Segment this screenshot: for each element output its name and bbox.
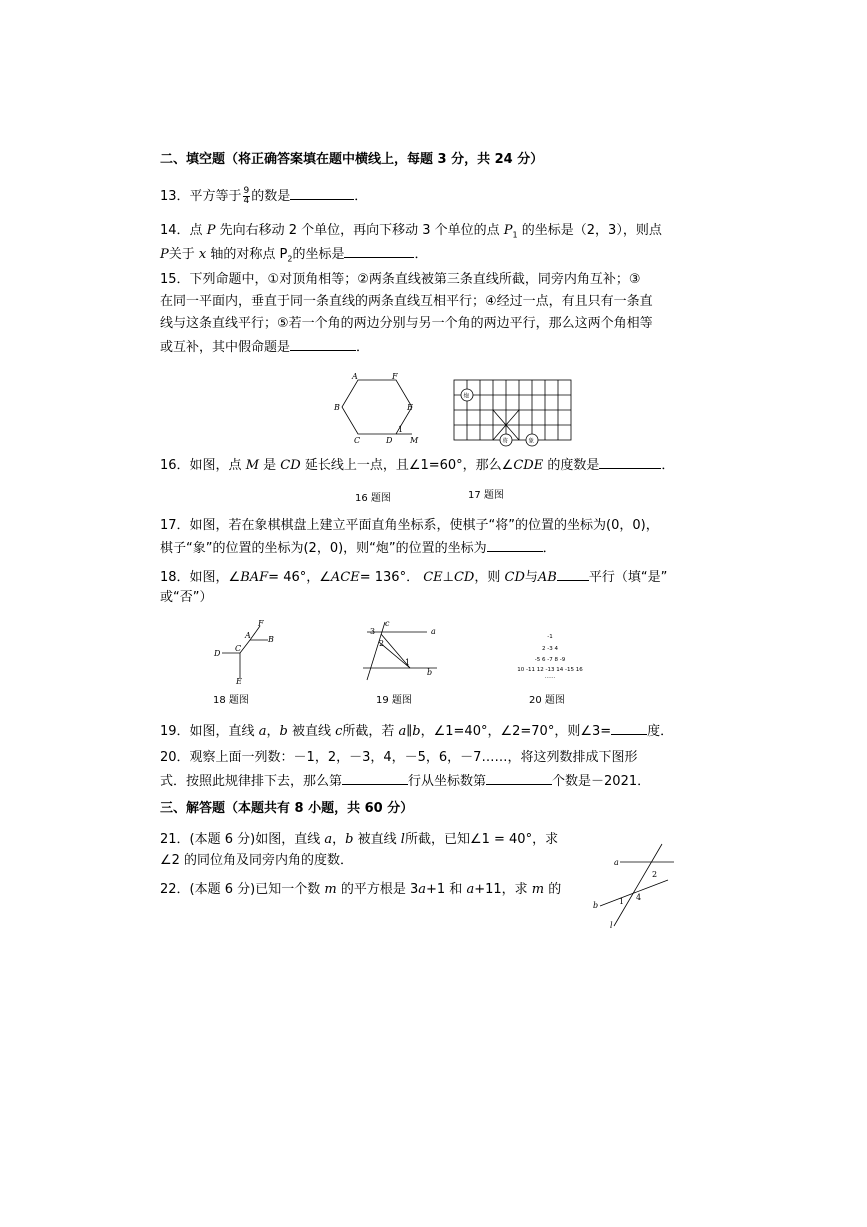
question-20-line-1: 20．观察上面一列数：－1，2，－3，4，－5，6，－7……，将这列数排成下图形 [160,750,638,765]
q19-text: 19．如图，直线 [160,724,255,739]
caption-17: 17 题图 [468,490,504,501]
q14-text: 的坐标是（2，3），则点 [521,223,662,238]
q16-text: 是 [263,458,277,473]
q22-var-a: a [418,882,427,897]
question-16 [160,455,674,475]
section-2-title: 二、填空题（将正确答案填在题中横线上，每题 3 分，共 24 分） [160,152,544,167]
question-19 [160,721,673,741]
q14-text: 关于 [168,247,195,262]
q14-var-p1: P [503,223,513,238]
fig20-row-3: -5 6 -7 8 -9 [534,657,566,663]
fig21-label-b: b [593,901,599,910]
question-18-line-1 [160,567,667,587]
fig18-label-c: C [235,644,242,653]
q22-text: 22．(本题 6 分)已知一个数 [160,882,321,897]
q16-text: 16．如图，点 [160,458,242,473]
fig17-jiang-piece: 将 [502,438,509,445]
q16-text: 延长线上一点，且∠1=60°，那么∠ [304,458,514,473]
fig21-label-1: 1 [619,897,625,906]
fig18-label-b: B [268,635,274,644]
fig18-label-a: A [245,631,251,640]
section-3-title: 三、解答题（本题共有 8 小题，共 60 分） [160,801,414,816]
caption-19: 19 题图 [376,695,412,706]
q14-answer-blank[interactable] [344,244,414,258]
q22-text: +1 和 [426,882,463,897]
q18-var-ab: AB [537,570,557,585]
q18-var-ace: ACE [330,570,360,585]
q14-text: 的坐标是 [292,247,345,262]
caption-16: 16 题图 [355,493,391,504]
fig21-label-l: l [610,921,613,930]
q22-var-a: a [466,882,475,897]
fig20-row-4: 10 -11 12 -13 14 -15 16 [517,667,583,673]
question-13 [160,186,367,206]
caption-20: 20 题图 [529,695,565,706]
question-20-line-2 [160,771,650,791]
fig16-label-m: M [410,436,419,445]
fig19-label-1: 1 [405,658,411,667]
q13-text-after: 的数是 [251,189,291,204]
q16-var-m: M [245,458,259,473]
question-17-line-2 [160,538,556,558]
fig18-label-d: D [214,649,221,658]
question-17-line-1: 17．如图，若在象棋棋盘上建立平面直角坐标系，使棋子“将”的位置的坐标为(0，0)， [160,518,659,533]
q18-text: ⊥ [442,570,454,585]
question-21-line-2: ∠2 的同位角及同旁内角的度数． [160,853,354,868]
q22-var-m: m [324,882,337,897]
q20-position-blank[interactable] [486,771,552,785]
q14-var-p: P [206,223,216,238]
fig16-label-f: F [392,372,398,381]
q16-end: ． [661,458,675,473]
fig19-label-b: b [427,668,433,677]
q14-sub-2: 2 [287,254,293,264]
q16-var-cd: CD [280,458,301,473]
q16-answer-blank[interactable] [599,455,661,469]
q20-row-blank[interactable] [342,771,408,785]
q21-var-a: a [324,832,333,847]
q19-end: 度． [647,724,674,739]
q21-text: 所截，已知∠1 = 40°，求 [404,832,559,847]
fig21-label-a: a [614,858,619,867]
q13-answer-blank[interactable] [290,186,354,200]
fig16-label-1: 1 [398,425,404,434]
fig21-label-4: 4 [636,893,642,902]
figure-17-chessboard [452,378,576,450]
q13-end: ． [354,189,368,204]
q15-answer-blank[interactable] [290,337,356,351]
q20-text: 式．按照此规律排下去，那么第 [160,774,343,789]
q18-text: ，则 [474,570,501,585]
q18-var-ce: CE [423,570,443,585]
q13-text-before: 13．平方等于 [160,189,242,204]
q14-sub-1: 1 [512,230,518,240]
q19-answer-blank[interactable] [611,721,647,735]
question-14-line-1 [160,222,662,245]
q13-frac-num: 9 [243,186,250,196]
fig19-label-3: 3 [370,627,376,636]
figure-19 [355,618,445,684]
question-22 [160,881,561,899]
q19-text: 被直线 [291,724,331,739]
question-18-line-2: 或“否”） [160,590,213,605]
q18-var-cd: CD [453,570,475,585]
question-15-line-3: 线与这条直线平行；⑤若一个角的两边分别与另一个角的两边平行，那么这两个角相等 [160,316,653,331]
fig17-xiang-piece: 象 [528,438,535,445]
fig19-label-c: c [385,619,390,628]
q19-var-ab-parallel: a∥b [398,724,421,739]
q19-text: ， [266,724,280,739]
q22-text: 的 [548,882,562,897]
q15-end: ． [356,340,370,355]
q21-text: ， [332,832,346,847]
fig16-label-c: C [354,436,361,445]
q22-text: 的平方根是 3 [340,882,419,897]
question-15-line-1: 15．下列命题中，①对顶角相等；②两条直线被第三条直线所截，同旁内角互补；③ [160,272,641,287]
fig17-pao-piece: 炮 [463,393,470,400]
fig16-label-b: B [334,403,340,412]
q17-end: ． [542,541,556,556]
q18-text: = 136°． [359,570,420,585]
q16-text: 的度数是 [547,458,600,473]
q14-text: 14．点 [160,223,203,238]
fig20-row-2: 2 -3 4 [542,646,558,652]
q21-text: 21．(本题 6 分)如图，直线 [160,832,321,847]
question-14-line-2 [160,244,428,269]
q14-end: ． [414,247,428,262]
q18-var-baf: BAF [240,570,269,585]
q14-var-p: P [160,247,169,262]
q17-answer-blank[interactable] [487,538,543,552]
fig19-label-a: a [431,627,436,636]
q16-var-cde: CDE [513,458,544,473]
caption-18: 18 题图 [213,695,249,706]
figure-18 [210,618,280,684]
q21-var-b: b [345,832,354,847]
q22-text: +11，求 [474,882,528,897]
q18-text: 18．如图，∠ [160,570,241,585]
fig16-label-d: D [386,436,393,445]
q18-text: 平行（填“是” [588,570,668,585]
q20-text: 个数是－2021． [552,774,651,789]
fig18-label-f: F [258,619,264,628]
q21-var-l: l [400,832,405,847]
q19-text: ，∠1=40°，∠2=70°，则∠3= [420,724,612,739]
q15-text: 或互补，其中假命题是 [160,340,291,355]
q21-text: 被直线 [357,832,397,847]
q14-var-x: x [198,247,207,262]
fig21-label-2: 2 [652,870,658,879]
figure-16-hexagon [330,370,430,446]
question-21-line-1 [160,831,558,849]
fig20-row-1: -1 [547,634,553,640]
q19-var-c: c [335,724,343,739]
fig20-row-5: …… [544,674,556,680]
fig19-label-2: 2 [379,639,385,648]
q18-var-cd: CD [504,570,525,585]
fig16-label-e: E [407,403,413,412]
q19-var-b: b [279,724,288,739]
q19-var-a: a [258,724,267,739]
q19-text: 所截，若 [342,724,395,739]
q14-text: 轴的对称点 P [210,247,288,262]
q14-text: 先向右移动 2 个单位，再向下移动 3 个单位的点 [219,223,500,238]
q20-text: 行从坐标数第 [408,774,487,789]
figure-21 [590,840,680,930]
q13-fraction [243,187,251,206]
fig16-label-a: A [352,372,358,381]
q13-frac-den: 4 [243,196,250,206]
q18-text: 与 [524,570,538,585]
q18-text: = 46°，∠ [268,570,331,585]
q17-text: 棋子“象”的位置的坐标为(2，0)，则“炮”的位置的坐标为 [160,541,487,556]
q22-var-m: m [531,882,545,897]
figure-20-number-triangle [505,630,595,680]
question-15-line-2: 在同一平面内，垂直于同一条直线的两条直线互相平行；④经过一点，有且只有一条直 [160,294,653,309]
fig18-label-e: E [236,677,242,684]
question-15-line-4 [160,337,369,357]
q18-answer-blank[interactable] [557,567,589,581]
